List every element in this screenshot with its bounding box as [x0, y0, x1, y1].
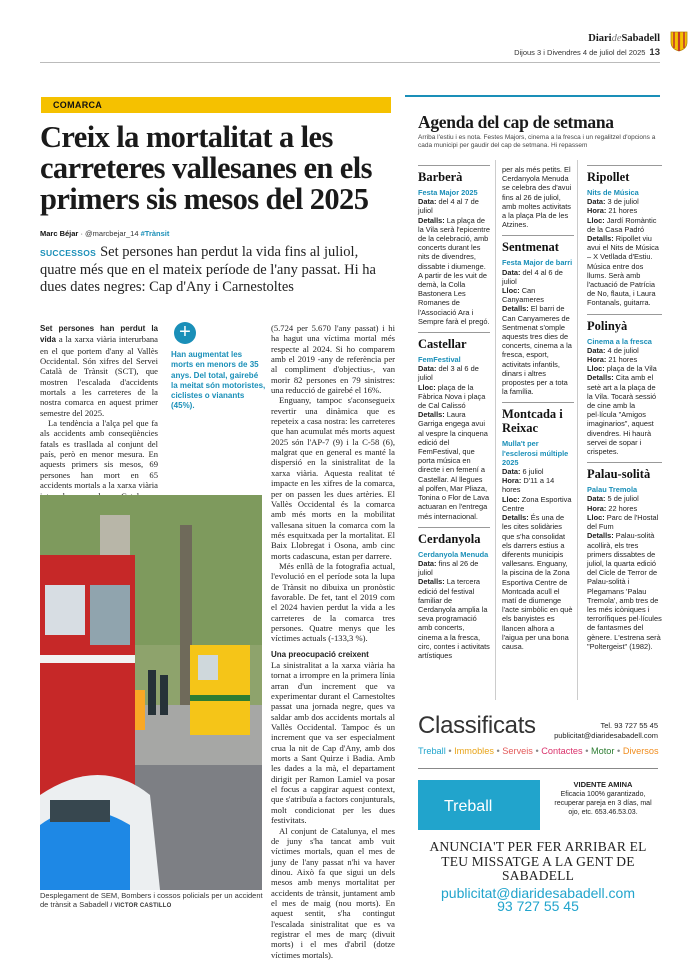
- label: Data:: [587, 345, 606, 355]
- event-name: Nits de Música: [587, 188, 639, 197]
- label: Hora:: [502, 476, 522, 486]
- town-heading: Montcada i Reixac: [502, 402, 574, 435]
- nav-treball[interactable]: Treball: [418, 746, 446, 756]
- label: Hora:: [587, 206, 607, 216]
- column-divider: [495, 160, 496, 700]
- event-time: 22 hores: [608, 503, 638, 513]
- label: Lloc:: [587, 364, 605, 374]
- ad-title: VIDENTE AMINA: [573, 780, 633, 789]
- body-paragraph: Enguany, tampoc s'aconsegueix revertir una dinàmica que es repeteix a casa nostra: les carreteres que han acumulat més morts aquest 2025 són l'AP-7 (9) i la C-58 (6), malgrat que en general es manté la dispersió en la sinistralitat de la xarxa viària. Aquesta realitat té impacte en les xifres de la comarca, per on passen les dues artèries. El Vallès Occidental és la comarca amb més morts en la mobilitat vallesana situen la comarca com la més esquitxada per la mortalitat. El Baix Llobregat i Osona, amb cinc morts cadascuna, estan per darrere.: [271, 395, 395, 561]
- event-date: 4 de juliol: [607, 345, 639, 355]
- nav-motor[interactable]: Motor: [590, 746, 615, 756]
- agenda-column-1: [418, 165, 490, 660]
- label: Detalls:: [418, 577, 445, 587]
- nav-immobles[interactable]: Immobles: [454, 746, 494, 756]
- town-heading: Polinyà: [587, 314, 662, 333]
- label: Data:: [418, 558, 437, 568]
- body-paragraph: Al conjunt de Catalunya, el mes de juny s'ha tancat amb vuit víctimes mortals, quan el mes de juny de l'any passat n'hi va haver dinou. Això fa que sigui un dels mesos amb menys mortalitat per accidents de trànsit, juntament amb el mes de maig (nou morts). En aquest sentit, s'ha contingut l'escalada sinistralitat que es va registrar el mes de març (divuit morts) i el mes d'abril (dotze víctimes mortals).: [271, 825, 395, 960]
- headline: Creix la mortalitat a les carreteres vallesanes en els primers sis mesos del 2025: [40, 120, 372, 216]
- label: Detalls:: [418, 215, 445, 225]
- event-place: plaça de la Vila: [606, 364, 657, 374]
- event-time: 21 hores: [608, 355, 638, 365]
- ad-text: Eficacia 100% garantizado, recuperar pareja en 3 días, mal ojo, etc. 653.46.53.03.: [554, 791, 652, 816]
- agenda-title: Agenda del cap de setmana: [418, 112, 614, 132]
- nav-contactes[interactable]: Contactes: [541, 746, 583, 756]
- highlight-box: Han augmentat les morts en menors de 35 anys. Del total, gairebé la meitat són motoristes, ciclistes o vianants (45%).: [171, 350, 266, 411]
- author-name: Marc Béjar: [40, 229, 79, 238]
- nav-serveis[interactable]: Serveis: [502, 746, 533, 756]
- town-heading: Cerdanyola: [418, 527, 490, 546]
- label: Lloc:: [502, 286, 520, 296]
- classifieds-rule: [418, 768, 658, 769]
- topic-tag[interactable]: #Trànsit: [140, 229, 170, 238]
- label: Hora:: [587, 503, 607, 513]
- classifieds-phone: Tel. 93 727 55 45: [600, 721, 658, 730]
- promo-phone: 93 727 55 45: [497, 898, 579, 914]
- event-name: Cinema a la fresca: [587, 336, 652, 346]
- promo-email[interactable]: publicitat@diaridesabadell.com: [441, 885, 635, 901]
- classifieds-email[interactable]: publicitat@diaridesabadell.com: [554, 731, 658, 740]
- label: Detalls:: [418, 410, 445, 420]
- classifieds-title: Classificats: [418, 712, 536, 739]
- dateline: [514, 47, 660, 58]
- issue-date: Dijous 3 i Divendres 4 de juliol del 2025: [514, 48, 646, 57]
- label: Data:: [418, 197, 437, 207]
- body-paragraph: a la xarxa viària interurbana en el que portem d'any al Vallès Occidental. Són xifres del Servei Català de Trànsit (SCT), que mostren l'escalada d'accidents mortals a les carreteres de la nostra comarca en aquest primer semestre del 2025.: [40, 334, 158, 418]
- label: Hora:: [587, 355, 607, 365]
- label: Lloc:: [587, 512, 605, 522]
- event-details: La tercera edició del festival familiar de Cerdanyola amplia la seva programació amb concerts, cinema a la fresca, circ, contes i activitats artístiques: [418, 577, 490, 660]
- event-details: Ripollet viu avui el Nits de Música – X Vetllada d'Estiu. Música entre dos llums. Serà amb l'actuació de Patrícia de No, flauta, i Laura Fontanals, guitarra.: [587, 234, 659, 308]
- town-heading: Castellar: [418, 332, 490, 351]
- event-details: per als més petits. El Cerdanyola Menuda se celebra des d'avui fins al 26 de juliol, amb moltes activitats a la plaça Pla de les Atzines.: [502, 165, 572, 230]
- event-place: Zona Esportiva Centre: [502, 494, 572, 513]
- town-heading: Barberà: [418, 165, 490, 184]
- event-name: Festa Major 2025: [418, 188, 478, 197]
- body-paragraph: (5.724 per 5.670 l'any passat) i hi ha hagut una víctima mortal més respecte al 2024. Si ho comparem amb el 2019 -any de referència per al compliment d'objectius-, van morir 82 persones en 79 sinistres: una reducció de gairebé el 16%.: [271, 323, 395, 396]
- city-crest-icon: [670, 30, 688, 52]
- photo-caption: [40, 891, 270, 911]
- event-date: del 4 al 7 de juliol: [418, 197, 479, 216]
- byline: Marc Béjar · @marcbejar_14 #Trànsit: [40, 229, 170, 238]
- label: Detalls:: [502, 513, 529, 523]
- event-date: fins al 26 de juliol: [418, 558, 479, 578]
- agenda-column-3: [587, 165, 662, 651]
- event-name: Mulla't per l'esclerosi múltiple 2025: [502, 439, 569, 467]
- column-divider: [577, 160, 578, 700]
- agenda-rule: [405, 95, 660, 97]
- label: Detalls:: [587, 531, 614, 541]
- page-number: 13: [649, 47, 660, 58]
- advertise-callout: ANUNCIA'T PER FER ARRIBAR EL TEU MISSATGE A LA GENT DE SABADELL: [429, 839, 647, 883]
- event-name: Festa Major de barri: [502, 258, 573, 268]
- event-place: Parc de l'Hostal del Fum: [587, 512, 659, 532]
- label: Data:: [587, 494, 606, 504]
- lead-kicker: SUCCESSOS: [40, 248, 97, 258]
- event-date: 5 de juliol: [607, 494, 639, 504]
- label: Lloc:: [418, 382, 436, 392]
- event-name: FemFestival: [418, 355, 461, 365]
- event-date: del 3 al 6 de juliol: [418, 364, 479, 383]
- town-heading: Sentmenat: [502, 235, 574, 254]
- event-name: Cerdanyola Menuda: [418, 549, 489, 559]
- event-time: 21 hores: [608, 206, 638, 216]
- brand-end: Sabadell: [621, 33, 660, 44]
- lead-paragraph: [40, 244, 395, 296]
- header-rule: [40, 62, 660, 63]
- event-date: 6 juliol: [522, 467, 544, 477]
- event-name: Palau Tremola: [587, 485, 638, 495]
- event-place: plaça de la Fàbrica Nova i plaça de Cal Calissó: [418, 382, 486, 411]
- event-details: La plaça de la Vila serà l'epicentre de la celebració, amb concerts durant les nits de divendres, dissabte i diumenge. A partir de les vuit de demà, la Colla Bastonera Les Romanes de l'Associació Ara i Sempre farà el pregó.: [418, 215, 490, 326]
- section-tag: COMARCA: [41, 97, 391, 113]
- label: Data:: [502, 467, 521, 477]
- event-place: Jardí Romàntic de la Casa Padró: [587, 215, 657, 234]
- label: Detalls:: [587, 373, 614, 383]
- treball-banner: Treball: [418, 780, 540, 830]
- article-column-2: [271, 323, 395, 960]
- photo-credit: / VICTOR CASTILLO: [110, 903, 172, 910]
- author-handle[interactable]: @marcbejar_14: [85, 229, 139, 238]
- vidente-ad: [548, 780, 658, 817]
- body-paragraph: Més enllà de la fotografia actual, l'evolució en el període sota la lupa de Trànsit no dibuixa un pronòstic favorable. De fet, tant el 2019 com el 2024 havien perdut la vida a les carreteres de la comarca tres persones. Quatre menys que les víctimes actuals (-133,3 %).: [271, 560, 395, 644]
- classifieds-contact: [540, 721, 658, 741]
- subheading: Una preocupació creixent: [271, 649, 369, 659]
- label: Detalls:: [587, 234, 614, 244]
- event-details: Cita amb el setè art a la plaça de la Vila. Tocarà sessió de cine amb la pel·lícula "Amigos imaginarios", aquest divendres. Hi haurà servei de sopar i crispetes.: [587, 373, 657, 457]
- event-date: del 4 al 6 de juliol: [502, 267, 563, 286]
- agenda-column-2: [502, 165, 574, 651]
- event-details: Laura Garriga engega avui al vespre la cinquena edició del FemFestival, que porta música en directe i en femení a Castellar. Al llegues al polfen, Mar Pliaza, Tonina o Flor de Lava actuaran en l'entrega més internacional.: [418, 410, 490, 521]
- event-place: Can Canyameres: [502, 286, 544, 305]
- body-paragraph: La tendència a l'alça pel que fa als accidents amb conseqüències fatals es trasllada al conjunt del país, però en menor mesura. En aquests primers sis mesos, 69 persones han mort en 65 accidents mortals a la xarxa viària: [40, 418, 158, 491]
- accident-photo: [40, 495, 262, 890]
- caption-text: Desplegament de SEM, Bombers i cossos policials per un accident de trànsit a Sabadell: [40, 891, 263, 910]
- brand-de: de: [611, 33, 622, 44]
- label: Lloc:: [587, 215, 605, 225]
- plus-icon: +: [174, 322, 196, 344]
- brand-main: Diari: [588, 33, 612, 44]
- event-details: El barri de Can Canyameres de Sentmenat s'omple aquests tres dies de concerts, cinema a la fresca, esport, activitats infantils, dinars i altres propostes per a tota la família.: [502, 304, 572, 397]
- event-time: D'11 a 14 hores: [502, 476, 555, 495]
- label: Data:: [587, 197, 606, 207]
- label: Data:: [502, 267, 521, 277]
- label: Lloc:: [502, 494, 520, 504]
- masthead: [588, 33, 660, 44]
- body-paragraph: La sinistralitat a la xarxa viària ha tornat a irrompre en la primera línia arran d'un increment que va experimentar durant el Carnestoltes passat una jornada negre, ques va saldar amb dos accidents mortals al Vallès Occidental. Tampoc és un increment que va ser especialment crua la nit de Cap d'Any, amb dos morts a Sant Quirze i Badia. Amb les dades a la mà, el departament dirigit per Ramon Lamiel va posar el focus a capgirar aquest context, que s'atribuïa a factors conjunturals, molt condicionat per les dues festivitats.: [271, 660, 395, 826]
- town-heading: Ripollet: [587, 165, 662, 184]
- town-heading: Palau-solità: [587, 462, 662, 481]
- classifieds-nav: Treball • Immobles • Serveis • Contactes • Motor • Diversos: [418, 746, 659, 756]
- nav-diversos[interactable]: Diversos: [622, 746, 659, 756]
- event-details: És una de les cites solidàries que s'ha consolidat els darrers estius a diferents municipis vallesans. Enguany, la piscina de la Zona Esportiva Centre de Montcada acull el matí de diumenge l'acte simbòlic en què els banyistes es llancen alhora a l'aigua per una bona causa.: [502, 513, 573, 651]
- photo-illustration: [40, 495, 262, 890]
- leadin-text: Set persones han perdut la vida: [40, 324, 158, 345]
- event-date: 3 de juliol: [607, 197, 639, 207]
- label: Detalls:: [502, 304, 529, 314]
- event-details: Palau-solità acollirà, els tres primers dissabtes de juliol, la quarta edició del Cicle de Terror de Palau-solità i Plegamans 'Palau Tremola', amb tres de les més icòniques i terrorífiques pel·lícules de fantasmes del gènere. L'estrena serà "Poltergeist" (1982).: [587, 531, 662, 651]
- lead-text: Set persones han perdut la vida fins al juliol, quatre més que en el mateix període de l'any passat. Hi ha dues dates negres: Cap d'Any i Carnestoltes: [40, 244, 376, 295]
- label: Data:: [418, 364, 437, 374]
- agenda-subtitle: Arriba l'estiu i es nota. Festes Majors, cinema a la fresca i un regalitzel d'opcions a cada municipi per gaudir del cap de setmana. Hi repassem: [418, 134, 656, 149]
